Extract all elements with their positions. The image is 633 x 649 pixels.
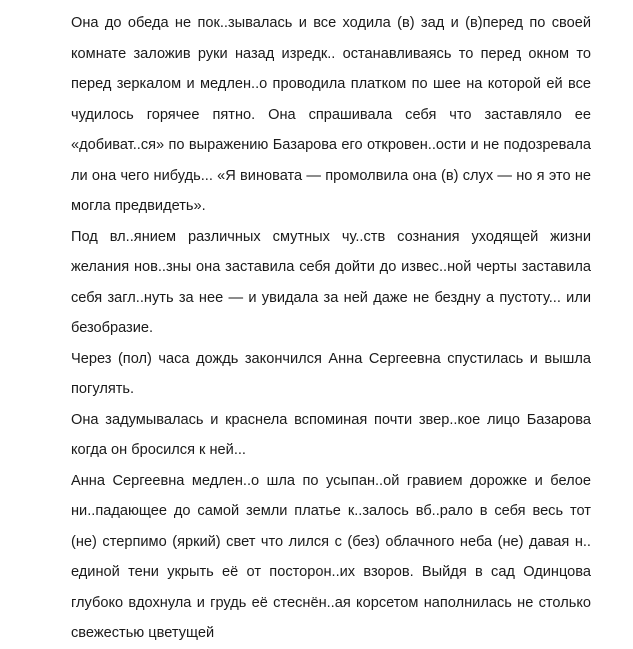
paragraph-5: Анна Сергеевна медлен..о шла по усыпан..ой гравием дорожке и белое ни..падающее до самой земли платье к..залось вб..рало в себя весь тот (не) стерпимо (яркий) свет что лился с (без) облачного неба (не) давая н.. единой тени укрыть её от посторон..их взоров. Выйдя в сад Одинцова глубоко вдохнула и грудь её стеснён..ая корсетом наполнилась не столько свежестью цветущей [71, 472, 591, 641]
paragraph-1: Она до обеда не пок..зывалась и все ходила (в) зад и (в)перед по своей комнате заложив руки назад изредк.. останавливаясь то перед окном то перед зеркалом и медлен..о проводила платком по шее на которой ей все чудилось горячее пятно. Она спрашивала себя что заставляло ее «добиват..ся» по выражению Базарова его откровен..ости и не подозревала ли она чего нибудь... «Я виновата — промолвила она (в) слух — но я это не могла предвидеть». [71, 15, 591, 214]
paragraph-4: Она задумывалась и краснела вспоминая почти звер..кое лицо Базарова когда он бросился к ней... [71, 411, 591, 458]
paragraph-3: Через (пол) часа дождь закончился Анна Сергеевна спустилась и вышла погулять. [71, 350, 591, 397]
paragraph-2: Под вл..янием различных смутных чу..ств сознания уходящей жизни желания нов..зны она заставила себя дойти до извес..ной черты заставила себя загл..нуть за нее — и увидала за ней даже не бездну а пустоту... или безобразие. [71, 228, 591, 336]
